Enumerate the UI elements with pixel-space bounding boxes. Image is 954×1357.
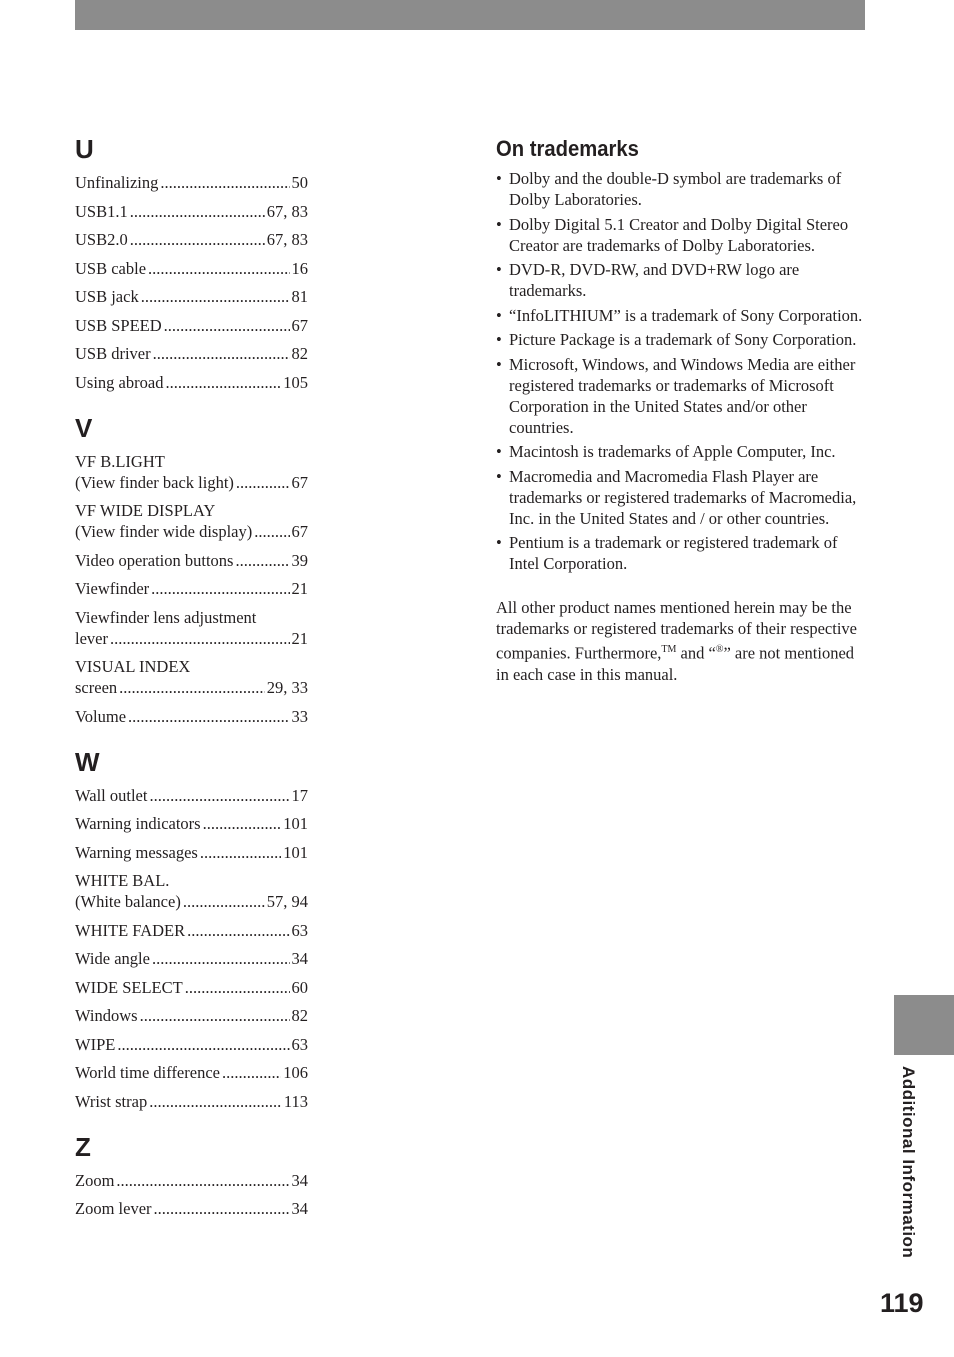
dot-leader [160,172,289,193]
index-entry [75,201,308,222]
index-entry [75,258,308,279]
index-page-ref: 29, 33 [266,678,308,697]
index-page-ref: 21 [291,628,308,648]
index-term: Volume [75,706,127,726]
index-entry [75,229,308,250]
top-header-bar [75,0,865,30]
index-entry [75,813,308,834]
index-term: (View finder back light) [75,472,234,492]
bullet-icon: • [496,260,502,279]
trademark-item [496,441,868,462]
index-page-ref: 21 [291,579,308,598]
closing-text-end: ” are not mentioned in each case in this manual. [496,643,855,684]
registered-symbol: ® [715,644,724,655]
dot-leader [222,1062,281,1083]
index-entry-line [75,201,308,222]
dot-leader [254,521,289,542]
index-entry [75,451,308,493]
trademark-text: DVD-R, DVD-RW, and DVD+RW logo are trademarks. [509,260,800,300]
index-letter-heading: Z [75,1131,91,1162]
index-page-ref: 39 [291,550,308,570]
trademarks-section [496,134,868,701]
dot-leader [164,315,290,336]
dot-leader [140,1005,290,1026]
index-entry-line [75,1198,308,1219]
index-page-ref: 16 [291,258,308,278]
page-number: 119 [880,1288,924,1318]
index-entry [75,948,308,969]
index-entry [75,842,308,863]
index-entry [75,343,308,364]
dot-leader [148,258,289,279]
index-page-ref: 67 [291,472,308,492]
dot-leader [119,677,265,698]
index-entry-line [75,706,308,727]
index-entry-line [75,785,308,806]
index-term: VISUAL INDEX [75,657,191,676]
index-term: Zoom [75,1170,115,1190]
index-term: Wrist strap [75,1091,148,1111]
index-term: screen [75,678,118,697]
index-term: Using abroad [75,372,164,392]
index-entry-line [75,521,308,542]
index-entry [75,500,308,542]
tm-symbol: TM [661,644,677,655]
index-term: USB1.1 [75,201,128,221]
index-entry-line [75,813,308,834]
index-entry-line [75,1005,308,1026]
index-entry-line [75,500,308,521]
index-page-ref: 57, 94 [266,892,308,911]
index-entry-line [75,286,308,307]
index-entry [75,607,308,649]
index-page-ref: 34 [291,1170,308,1190]
dot-leader [183,891,265,912]
index-entry [75,1091,308,1112]
bullet-icon: • [496,533,502,552]
index-term: USB driver [75,344,151,363]
index-page-ref: 106 [283,1063,308,1082]
index-term: (White balance) [75,892,181,911]
dot-leader [149,1091,282,1112]
index-entry [75,1062,308,1083]
trademark-text: Macintosh is trademarks of Apple Computer, Inc. [509,442,836,461]
index-entry-line [75,920,308,941]
index-entry-line [75,842,308,863]
index-term: WIDE SELECT [75,977,183,997]
index-page-ref: 63 [291,1034,308,1054]
trademark-item [496,259,868,301]
dot-leader [110,628,290,649]
index-term: USB2.0 [75,230,128,249]
index-letter-heading: U [75,134,94,164]
index-entry [75,1170,308,1191]
index-entry [75,550,308,571]
index-entry [75,172,308,193]
dot-leader [116,1170,289,1191]
section-tab-marker [894,995,954,1055]
index-page-ref: 113 [283,1091,308,1111]
index-term: Warning indicators [75,814,201,833]
index-term: Wall outlet [75,785,148,805]
index-entry-line [75,372,308,393]
index-term: WHITE FADER [75,920,186,940]
index-page-ref: 101 [283,814,308,833]
trademark-item [496,214,868,256]
index-page-ref: 67 [291,522,308,541]
index-term: USB jack [75,287,139,306]
index-term: USB cable [75,258,147,278]
index-entry-line [75,677,308,698]
index-entry-line [75,550,308,571]
index-entry-line [75,315,308,336]
index-entry-line [75,628,308,649]
index-entry-line [75,891,308,912]
trademark-text: Macromedia and Macromedia Flash Player are trademarks or registered trademarks of Macromedia, Inc. in the United States and / or other countries. [509,466,857,528]
index-entry-line [75,451,308,472]
index-term: World time difference [75,1063,220,1082]
index-entry-line [75,1034,308,1055]
index-entry [75,315,308,336]
dot-leader [151,578,289,599]
trademark-text: Picture Package is a trademark of Sony Corporation. [509,330,857,349]
index-term: VF WIDE DISPLAY [75,501,216,520]
index-letter-heading: W [75,746,100,777]
index-entry-line [75,1170,308,1191]
index-term: WIPE [75,1034,116,1054]
trademarks-list [496,168,868,574]
index-page-ref: 33 [291,706,308,726]
index-letter-heading: V [75,412,93,443]
index-entry-line [75,472,308,493]
trademarks-closing-paragraph [496,597,868,685]
dot-leader [235,550,289,571]
trademarks-heading: On trademarks [496,136,639,161]
index-term: Zoom lever [75,1199,152,1218]
index-term: lever [75,628,108,648]
trademark-text: Dolby Digital 5.1 Creator and Dolby Digital Stereo Creator are trademarks of Dolby Laboratories. [509,214,849,255]
index-term: Wide angle [75,949,150,968]
trademark-item [496,305,868,326]
dot-leader [154,1198,290,1219]
index-term: Windows [75,1006,138,1025]
index-entry [75,656,308,698]
index-entry [75,372,308,393]
index-page-ref: 81 [291,287,308,306]
closing-text-start: All other product names mentioned herein may be the trademarks or registered trademarks of their respective companies. Furthermore, [496,598,858,663]
bullet-icon: • [496,305,502,325]
dot-leader [203,813,282,834]
dot-leader [153,343,290,364]
trademark-item [496,466,868,529]
index-entry [75,785,308,806]
index-page-ref: 67 [291,315,308,335]
index-page-ref: 60 [291,977,308,997]
index-entry [75,870,308,912]
index-entry-line [75,578,308,599]
index-entry [75,286,308,307]
index-term: Viewfinder [75,579,150,598]
dot-leader [165,372,281,393]
index-term: (View finder wide display) [75,522,253,541]
dot-leader [141,286,290,307]
index-page-ref: 50 [291,173,308,192]
index-term: Unfinalizing [75,173,159,192]
index-page-ref: 34 [291,949,308,968]
index-term: Video operation buttons [75,550,234,570]
index-section-w [75,745,308,1112]
index-section-u [75,132,308,393]
index-entry-line [75,343,308,364]
index-entry [75,920,308,941]
dot-leader [128,706,289,727]
dot-leader [149,785,289,806]
index-page-ref: 82 [291,344,308,363]
index-entry-line [75,1091,308,1112]
dot-leader [152,948,290,969]
bullet-icon: • [496,214,502,234]
trademark-item [496,168,868,210]
dot-leader [130,229,265,250]
index-entry [75,1005,308,1026]
dot-leader [187,920,289,941]
index-entry [75,1034,308,1055]
index-entry-line [75,607,308,628]
index-entry-line [75,172,308,193]
index-entry-line [75,870,308,891]
index-entry-line [75,258,308,279]
index-entry [75,1198,308,1219]
index-entry-line [75,948,308,969]
trademark-text: Pentium is a trademark or registered trademark of Intel Corporation. [509,533,838,573]
index-page-ref: 105 [283,372,308,392]
index-entry [75,706,308,727]
index-entry-line [75,656,308,677]
index-term: Warning messages [75,842,198,862]
bullet-icon: • [496,442,502,461]
index-section-z [75,1130,308,1220]
dot-leader [236,472,290,493]
index-page-ref: 34 [291,1199,308,1218]
index-entry [75,977,308,998]
bullet-icon: • [496,169,502,188]
index-page-ref: 101 [283,842,308,862]
index-entry-line [75,1062,308,1083]
section-side-label: Additional Information [899,1066,918,1259]
index-term: Viewfinder lens adjustment [75,607,257,627]
index-page-ref: 17 [291,785,308,805]
trademark-text: Dolby and the double-D symbol are trademarks of Dolby Laboratories. [509,169,842,209]
index-entry-line [75,977,308,998]
trademark-text: Microsoft, Windows, and Windows Media are either registered trademarks or trademarks of Microsoft Corporation in the United States and/or other countries. [509,354,856,437]
dot-leader [200,842,281,863]
index-term: VF B.LIGHT [75,451,165,471]
trademark-item [496,354,868,438]
index-term: USB SPEED [75,315,162,335]
index-page-ref: 82 [291,1006,308,1025]
index-entry-line [75,229,308,250]
bullet-icon: • [496,466,502,486]
index-page-ref: 63 [291,920,308,940]
trademark-item [496,532,868,574]
trademark-item [496,329,868,350]
index-page-ref: 67, 83 [266,201,308,221]
index-section-v [75,411,308,727]
bullet-icon: • [496,354,502,374]
index-column [75,132,308,1237]
index-entry [75,578,308,599]
trademark-text: “InfoLITHIUM” is a trademark of Sony Corporation. [509,305,863,325]
index-page-ref: 67, 83 [266,230,308,249]
index-term: WHITE BAL. [75,871,170,890]
closing-text-middle: and “ [676,643,716,663]
dot-leader [130,201,265,222]
dot-leader [117,1034,289,1055]
dot-leader [185,977,290,998]
bullet-icon: • [496,330,502,349]
